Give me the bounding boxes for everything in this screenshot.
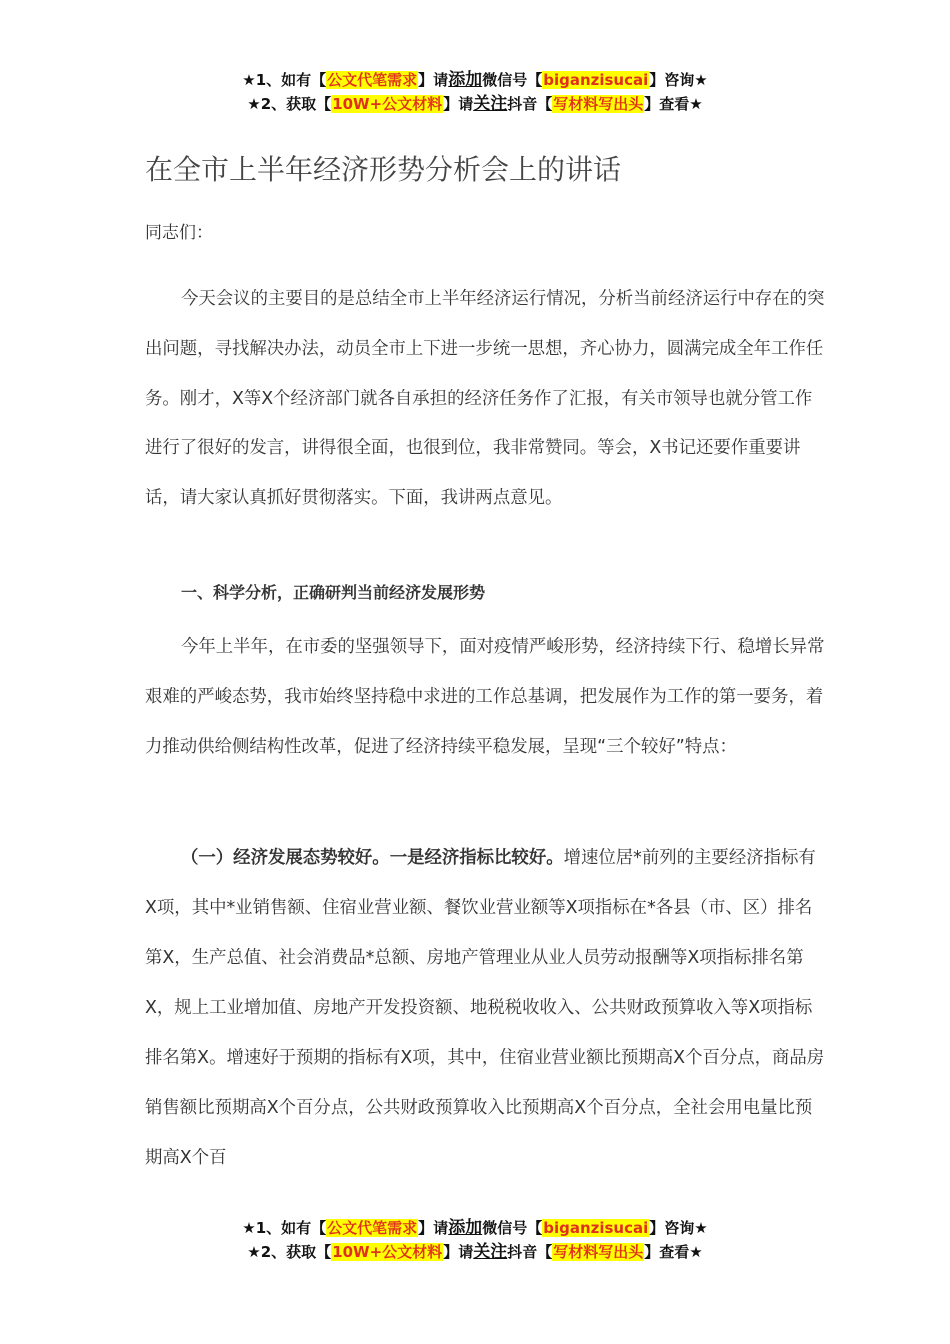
promo-emphasis: 关注 xyxy=(473,94,508,114)
promo-text: ★2、获取【 xyxy=(247,1243,332,1261)
promo-text: 】请 xyxy=(418,71,449,89)
promo-text: 抖音【 xyxy=(507,95,553,113)
promo-text: 】请 xyxy=(443,1243,474,1261)
promo-line-1 xyxy=(0,68,950,92)
promo-text: 微信号【 xyxy=(482,71,543,89)
promo-banner-bottom xyxy=(0,1216,950,1264)
paragraph-body: 增速位居*前列的主要经济指标有X项，其中*业销售额、住宿业营业额、餐饮业营业额等X项指标在*各县（市、区）排名第X，生产总值、社会消费品*总额、房地产管理业从业人员劳动报酬等X项指标排名第X，规上工业增加值、房地产开发投资额、地税税收收入、公共财政预算收入等X项指标排名第X。增速好于预期的指标有X项，其中，住宿业营业额比预期高X个百分点，商品房销售额比预期高X个百分点，公共财政预算收入比预期高X个百分点，全社会用电量比预期高X个百 xyxy=(145,848,825,1168)
promo-text: 】查看★ xyxy=(644,95,703,113)
promo-highlight: 写材料写出头 xyxy=(553,1243,644,1261)
paragraph-lead-bold: （一）经济发展态势较好。一是经济指标比较好。 xyxy=(181,848,564,868)
paragraph-intro: 今天会议的主要目的是总结全市上半年经济运行情况，分析当前经济运行中存在的突出问题，寻找解决办法，动员全市上下进一步统一思想，齐心协力，圆满完成全年工作任务。刚才，X等X个经济部门就各自承担的经济任务作了汇报，有关市领导也就分管工作进行了很好的发言，讲得很全面，也很到位，我非常赞同。等会，X书记还要作重要讲话，请大家认真抓好贯彻落实。下面，我讲两点意见。 xyxy=(145,289,825,509)
promo-text: 】请 xyxy=(443,95,474,113)
document-title: 在全市上半年经济形势分析会上的讲话 xyxy=(145,153,622,186)
promo-text: 抖音【 xyxy=(507,1243,553,1261)
promo-emphasis: 关注 xyxy=(473,1242,508,1262)
promo-text: ★2、获取【 xyxy=(247,95,332,113)
promo-emphasis: 添加 xyxy=(448,1218,483,1238)
promo-text: 】查看★ xyxy=(644,1243,703,1261)
promo-text: 】咨询★ xyxy=(649,71,708,89)
promo-text: ★1、如有【 xyxy=(242,71,327,89)
paragraph-situation: 今年上半年，在市委的坚强领导下，面对疫情严峻形势，经济持续下行、稳增长异常艰难的严峻态势，我市始终坚持稳中求进的工作总基调，把发展作为工作的第一要务，着力推动供给侧结构性改革，促进了经济持续平稳发展，呈现“三个较好”特点： xyxy=(145,637,825,757)
promo-text: 】请 xyxy=(418,1219,449,1237)
promo-text: ★1、如有【 xyxy=(242,1219,327,1237)
promo-line-2 xyxy=(0,92,950,116)
promo-highlight: 10W+公文材料 xyxy=(332,1243,443,1261)
promo-highlight: 公文代笔需求 xyxy=(327,1219,418,1237)
paragraph-indicators xyxy=(145,833,827,1183)
promo-text: 微信号【 xyxy=(482,1219,543,1237)
promo-highlight: 公文代笔需求 xyxy=(327,71,418,89)
salutation: 同志们： xyxy=(145,223,213,243)
promo-highlight: biganzisucai xyxy=(543,71,649,89)
promo-line-2 xyxy=(0,1240,950,1264)
promo-emphasis: 添加 xyxy=(448,70,483,90)
promo-text: 】咨询★ xyxy=(649,1219,708,1237)
promo-highlight: biganzisucai xyxy=(543,1219,649,1237)
promo-banner-top xyxy=(0,68,950,116)
promo-line-1 xyxy=(0,1216,950,1240)
section-heading-1: 一、科学分析，正确研判当前经济发展形势 xyxy=(181,583,486,602)
promo-highlight: 写材料写出头 xyxy=(553,95,644,113)
promo-highlight: 10W+公文材料 xyxy=(332,95,443,113)
